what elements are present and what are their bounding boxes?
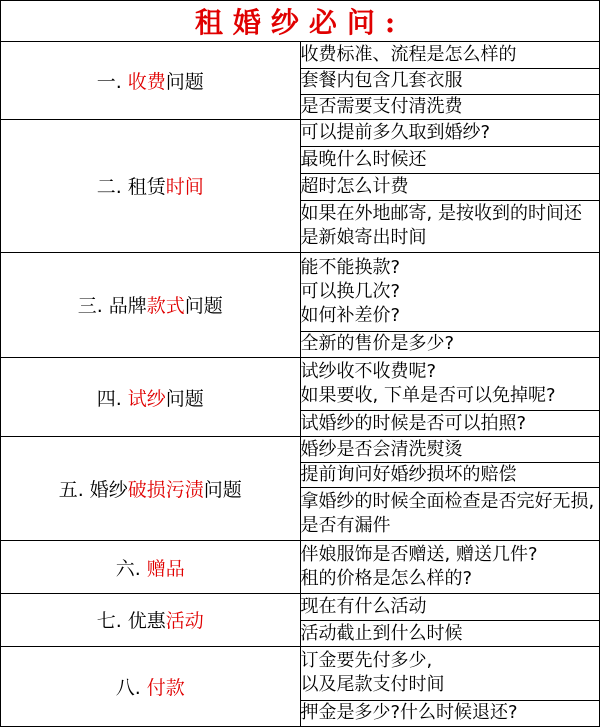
table-row <box>1 647 600 700</box>
question-cell: 如果在外地邮寄, 是按收到的时间还是新娘寄出时间 <box>300 200 600 252</box>
question-cell: 试纱收不收费呢? 如果要收, 下单是否可以免掉呢? <box>300 357 600 410</box>
title-row <box>1 1 600 42</box>
category-prefix: 七. 优惠 <box>96 610 166 633</box>
question-cell: 伴娘服饰是否赠送, 赠送几件? 租的价格是怎么样的? <box>300 541 600 593</box>
table-row <box>1 437 600 462</box>
question-cell: 套餐内包含几套衣服 <box>300 68 600 94</box>
category-highlight: 试纱 <box>127 387 166 410</box>
table-row <box>1 42 600 68</box>
category-cell <box>1 253 301 358</box>
question-cell: 提前询问好婚纱损坏的赔偿 <box>300 462 600 487</box>
question-cell: 是否需要支付清洗费 <box>300 94 600 119</box>
question-cell: 最晚什么时候还 <box>300 147 600 174</box>
category-cell <box>1 647 301 727</box>
category-cell <box>1 357 301 437</box>
category-cell <box>1 119 301 252</box>
table-row <box>1 541 600 593</box>
category-cell <box>1 42 301 120</box>
category-prefix: 三. 品牌 <box>77 295 147 318</box>
category-suffix: 问题 <box>184 295 223 318</box>
table-row <box>1 119 600 146</box>
category-cell <box>1 593 301 646</box>
category-prefix: 五. 婚纱 <box>58 479 128 502</box>
question-cell: 收费标准、流程是怎么样的 <box>300 42 600 68</box>
category-highlight: 活动 <box>165 610 204 633</box>
question-cell: 订金要先付多少, 以及尾款支付时间 <box>300 647 600 700</box>
question-cell: 全新的售价是多少? <box>300 331 600 357</box>
table-row <box>1 253 600 332</box>
question-cell: 婚纱是否会清洗熨烫 <box>300 437 600 462</box>
question-cell: 活动截止到什么时候 <box>300 620 600 646</box>
category-prefix: 四. <box>96 387 128 410</box>
question-cell: 能不能换款? 可以换几次? 如何补差价? <box>300 253 600 332</box>
question-cell: 可以提前多久取到婚纱? <box>300 119 600 146</box>
table-row <box>1 593 600 620</box>
category-prefix: 八. <box>115 677 147 700</box>
question-cell: 超时怎么计费 <box>300 174 600 200</box>
category-cell <box>1 437 301 541</box>
category-suffix: 问题 <box>203 479 242 502</box>
question-cell: 押金是多少?什么时候退还? <box>300 700 600 726</box>
category-highlight: 时间 <box>165 176 204 199</box>
category-prefix: 一. <box>96 71 128 94</box>
category-highlight: 破损污渍 <box>127 479 204 502</box>
question-cell: 拿婚纱的时候全面检查是否完好无损, 是否有漏件 <box>300 487 600 540</box>
category-suffix: 问题 <box>165 71 204 94</box>
category-highlight: 收费 <box>127 71 166 94</box>
category-suffix: 问题 <box>165 387 204 410</box>
category-highlight: 付款 <box>146 677 185 700</box>
question-cell: 现在有什么活动 <box>300 593 600 620</box>
category-highlight: 赠品 <box>146 557 185 580</box>
category-highlight: 款式 <box>146 295 185 318</box>
page-title: 租婚纱必问: <box>1 1 600 42</box>
category-prefix: 六. <box>115 557 147 580</box>
category-prefix: 二. 租赁 <box>96 176 166 199</box>
category-cell <box>1 541 301 593</box>
question-cell: 试婚纱的时候是否可以拍照? <box>300 411 600 437</box>
table-row <box>1 357 600 410</box>
